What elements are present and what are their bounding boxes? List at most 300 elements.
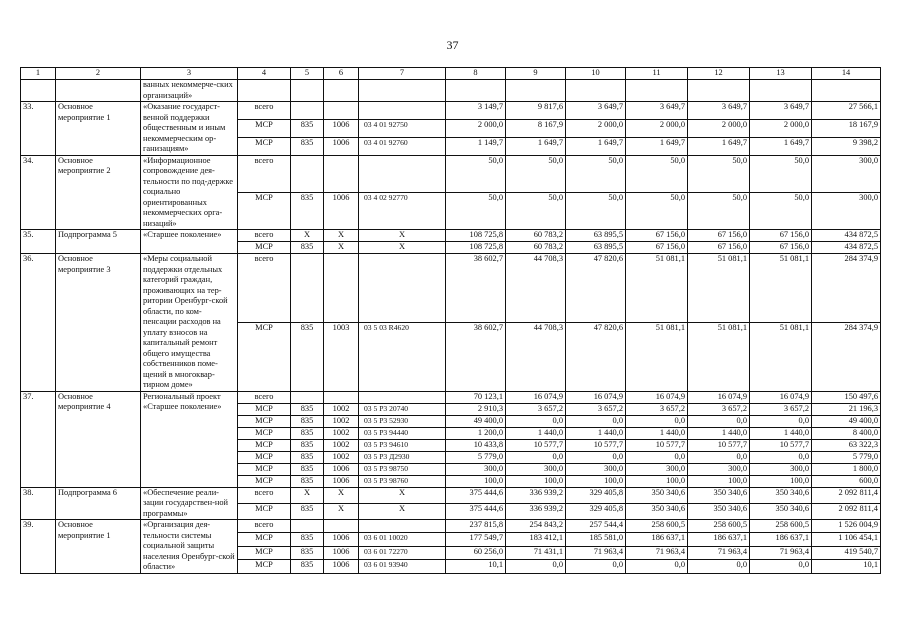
year-value: 2 000,0 (688, 119, 750, 137)
funding-source: МСР (238, 463, 291, 475)
year-value: 0,0 (688, 451, 750, 463)
section-code: 1006 (324, 192, 359, 229)
year-value: 350 340,6 (750, 487, 812, 503)
year-value: 100,0 (688, 475, 750, 487)
item-number: 35. (21, 230, 56, 254)
column-header: 6 (324, 68, 359, 80)
year-value: 300,0 (688, 463, 750, 475)
year-value: 100,0 (626, 475, 688, 487)
grbs-code: X (291, 487, 324, 503)
section-code: X (324, 487, 359, 503)
year-value: 375 444,6 (446, 503, 506, 519)
total-value: 2 092 811,4 (812, 503, 881, 519)
funding-source: всего (238, 520, 291, 533)
funding-source: МСР (238, 427, 291, 439)
funding-source: МСР (238, 560, 291, 573)
total-value: 8 400,0 (812, 427, 881, 439)
item-number: 38. (21, 487, 56, 520)
section-code: 1006 (324, 533, 359, 546)
item-description: «Оказание государст-венной поддержки общественным и иным некоммерческим ор-ганизациям» (141, 102, 238, 156)
year-value: 257 544,4 (566, 520, 626, 533)
year-value: 51 081,1 (688, 322, 750, 391)
total-value: 1 800,0 (812, 463, 881, 475)
target-article-code (359, 520, 446, 533)
total-value: 9 398,2 (812, 137, 881, 155)
year-value: 2 910,3 (446, 403, 506, 415)
year-value: 0,0 (566, 451, 626, 463)
total-value: 2 092 811,4 (812, 487, 881, 503)
year-value: 47 820,6 (566, 254, 626, 323)
item-name: Подпрограмма 5 (56, 230, 141, 254)
total-value: 150 497,6 (812, 391, 881, 403)
item-name: Основное мероприятие 1 (56, 520, 141, 574)
funding-source: МСР (238, 119, 291, 137)
total-value: 434 872,5 (812, 242, 881, 254)
table-row (21, 155, 881, 192)
grbs-code (291, 155, 324, 192)
item-name: Основное мероприятие 1 (56, 102, 141, 156)
year-value: 50,0 (566, 192, 626, 229)
section-code (324, 254, 359, 323)
total-value: 5 779,0 (812, 451, 881, 463)
year-value: 50,0 (446, 192, 506, 229)
target-article-code: 03 6 01 93940 (359, 560, 446, 573)
total-value: 600,0 (812, 475, 881, 487)
year-value: 44 708,3 (506, 254, 566, 323)
year-value: 258 600,5 (626, 520, 688, 533)
year-value: 16 074,9 (626, 391, 688, 403)
year-value: 0,0 (626, 415, 688, 427)
column-header: 1 (21, 68, 56, 80)
item-number: 33. (21, 102, 56, 156)
table-header (21, 68, 881, 80)
funding-source: МСР (238, 415, 291, 427)
year-value: 50,0 (750, 192, 812, 229)
funding-source: МСР (238, 503, 291, 519)
year-value: 100,0 (750, 475, 812, 487)
year-value: 108 725,8 (446, 230, 506, 242)
funding-source: МСР (238, 533, 291, 546)
year-value: 70 123,1 (446, 391, 506, 403)
year-value: 0,0 (626, 560, 688, 573)
item-name: Основное мероприятие 3 (56, 254, 141, 392)
year-value: 350 340,6 (626, 503, 688, 519)
year-value: 50,0 (446, 155, 506, 192)
grbs-code: 835 (291, 439, 324, 451)
grbs-code: 835 (291, 427, 324, 439)
funding-source: всего (238, 155, 291, 192)
year-value: 1 200,0 (446, 427, 506, 439)
target-article-code: 03 4 01 92760 (359, 137, 446, 155)
year-value: 0,0 (750, 560, 812, 573)
section-code: 1002 (324, 439, 359, 451)
grbs-code: 835 (291, 546, 324, 559)
funding-source: МСР (238, 439, 291, 451)
total-value: 10,1 (812, 560, 881, 573)
year-value: 0,0 (626, 451, 688, 463)
table-body (21, 80, 881, 574)
item-description: «Меры социальной поддержки отдельных категорий граждан, проживающих на тер-ритории Оренбург-ской области, по ком-пенсации расходов на уплату взносов на капитальный ремонт общего имущества собственников поме-щений в многоквар-тирном доме» (141, 254, 238, 392)
year-value: 100,0 (446, 475, 506, 487)
section-code (324, 520, 359, 533)
year-value: 1 649,7 (626, 137, 688, 155)
item-description: «Информационное сопровождение дея-тельности по под-держке социально ориентированных некоммерческих орга-низаций» (141, 155, 238, 230)
year-value: 1 649,7 (566, 137, 626, 155)
item-name: Подпрограмма 6 (56, 487, 141, 520)
year-value: 0,0 (566, 415, 626, 427)
grbs-code: 835 (291, 415, 324, 427)
year-value: 375 444,6 (446, 487, 506, 503)
column-header: 2 (56, 68, 141, 80)
section-code: 1003 (324, 322, 359, 391)
year-value: 67 156,0 (688, 230, 750, 242)
year-value: 60 256,0 (446, 546, 506, 559)
total-value: 300,0 (812, 155, 881, 192)
funding-source: МСР (238, 322, 291, 391)
item-name: Основное мероприятие 4 (56, 391, 141, 487)
section-code: 1006 (324, 546, 359, 559)
year-value: 1 440,0 (688, 427, 750, 439)
grbs-code (291, 520, 324, 533)
year-value: 336 939,2 (506, 503, 566, 519)
year-value: 254 843,2 (506, 520, 566, 533)
year-value: 38 602,7 (446, 254, 506, 323)
year-value: 186 637,1 (626, 533, 688, 546)
target-article-code: 03 5 P3 94610 (359, 439, 446, 451)
year-value: 47 820,6 (566, 322, 626, 391)
year-value: 3 657,2 (750, 403, 812, 415)
year-value: 3 657,2 (566, 403, 626, 415)
page-number: 37 (446, 38, 459, 52)
table-row (21, 230, 881, 242)
table-row (21, 254, 881, 323)
grbs-code: 835 (291, 560, 324, 573)
section-code: 1002 (324, 403, 359, 415)
table-row (21, 391, 881, 403)
year-value: 10 433,8 (446, 439, 506, 451)
item-number: 34. (21, 155, 56, 230)
table-row (21, 487, 881, 503)
year-value: 300,0 (626, 463, 688, 475)
target-article-code: 03 5 P3 52930 (359, 415, 446, 427)
section-code (324, 391, 359, 403)
section-code: 1002 (324, 415, 359, 427)
year-value: 67 156,0 (750, 230, 812, 242)
year-value: 0,0 (750, 451, 812, 463)
grbs-code: 835 (291, 475, 324, 487)
year-value: 258 600,5 (750, 520, 812, 533)
year-value: 2 000,0 (446, 119, 506, 137)
column-header: 5 (291, 68, 324, 80)
year-value: 16 074,9 (506, 391, 566, 403)
year-value: 1 440,0 (566, 427, 626, 439)
year-value: 300,0 (446, 463, 506, 475)
year-value: 183 412,1 (506, 533, 566, 546)
column-header: 7 (359, 68, 446, 80)
funding-source: МСР (238, 475, 291, 487)
funding-source: МСР (238, 137, 291, 155)
table-row (21, 520, 881, 533)
budget-table (20, 67, 881, 574)
total-value: 27 566,1 (812, 102, 881, 120)
year-value: 50,0 (688, 155, 750, 192)
year-value: 2 000,0 (566, 119, 626, 137)
target-article-code: X (359, 242, 446, 254)
year-value: 60 783,2 (506, 230, 566, 242)
year-value: 49 400,0 (446, 415, 506, 427)
year-value: 108 725,8 (446, 242, 506, 254)
funding-source: всего (238, 391, 291, 403)
grbs-code: 835 (291, 451, 324, 463)
year-value: 3 649,7 (566, 102, 626, 120)
year-value: 10 577,7 (626, 439, 688, 451)
target-article-code: X (359, 230, 446, 242)
column-header: 4 (238, 68, 291, 80)
year-value: 2 000,0 (626, 119, 688, 137)
column-header: 3 (141, 68, 238, 80)
year-value: 10 577,7 (750, 439, 812, 451)
year-value: 51 081,1 (750, 322, 812, 391)
year-value: 50,0 (626, 155, 688, 192)
item-description: «Обеспечение реали-зации государствен-ной программы» (141, 487, 238, 520)
funding-source: всего (238, 230, 291, 242)
target-article-code: 03 5 03 R4620 (359, 322, 446, 391)
grbs-code: 835 (291, 403, 324, 415)
item-description: Региональный проект «Старшее поколение» (141, 391, 238, 487)
year-value: 10 577,7 (506, 439, 566, 451)
year-value: 67 156,0 (626, 242, 688, 254)
year-value: 10 577,7 (566, 439, 626, 451)
total-value: 434 872,5 (812, 230, 881, 242)
item-number: 37. (21, 391, 56, 487)
year-value: 1 649,7 (506, 137, 566, 155)
year-value: 50,0 (566, 155, 626, 192)
funding-source: МСР (238, 242, 291, 254)
year-value: 50,0 (750, 155, 812, 192)
year-value: 0,0 (506, 415, 566, 427)
item-description: «Старшее поколение» (141, 230, 238, 254)
target-article-code: 03 4 02 92770 (359, 192, 446, 229)
section-code: X (324, 242, 359, 254)
year-value: 51 081,1 (626, 322, 688, 391)
year-value: 50,0 (506, 155, 566, 192)
year-value: 16 074,9 (566, 391, 626, 403)
column-header: 8 (446, 68, 506, 80)
section-code: 1002 (324, 451, 359, 463)
year-value: 3 649,7 (688, 102, 750, 120)
target-article-code: X (359, 503, 446, 519)
year-value: 1 440,0 (750, 427, 812, 439)
year-value: 2 000,0 (750, 119, 812, 137)
section-code: 1006 (324, 119, 359, 137)
column-header: 14 (812, 68, 881, 80)
year-value: 1 149,7 (446, 137, 506, 155)
column-header: 10 (566, 68, 626, 80)
year-value: 63 895,5 (566, 242, 626, 254)
year-value: 50,0 (506, 192, 566, 229)
year-value: 3 649,7 (750, 102, 812, 120)
year-value: 51 081,1 (626, 254, 688, 323)
year-value: 67 156,0 (688, 242, 750, 254)
year-value: 16 074,9 (750, 391, 812, 403)
year-value: 0,0 (566, 560, 626, 573)
year-value: 300,0 (506, 463, 566, 475)
funding-source: МСР (238, 546, 291, 559)
section-code: X (324, 503, 359, 519)
year-value: 300,0 (750, 463, 812, 475)
item-number: 36. (21, 254, 56, 392)
year-value: 50,0 (688, 192, 750, 229)
year-value: 329 405,8 (566, 487, 626, 503)
total-value: 1 106 454,1 (812, 533, 881, 546)
section-code (324, 102, 359, 120)
year-value: 67 156,0 (626, 230, 688, 242)
target-article-code (359, 254, 446, 323)
column-header: 9 (506, 68, 566, 80)
target-article-code: 03 5 P3 20740 (359, 403, 446, 415)
total-value: 419 540,7 (812, 546, 881, 559)
target-article-code: 03 4 01 92750 (359, 119, 446, 137)
grbs-code: 835 (291, 242, 324, 254)
year-value: 3 657,2 (506, 403, 566, 415)
year-value: 1 440,0 (506, 427, 566, 439)
section-code: 1006 (324, 560, 359, 573)
year-value: 10,1 (446, 560, 506, 573)
item-number: 39. (21, 520, 56, 574)
year-value: 71 963,4 (688, 546, 750, 559)
year-value: 329 405,8 (566, 503, 626, 519)
funding-source: МСР (238, 403, 291, 415)
grbs-code (291, 102, 324, 120)
year-value: 3 657,2 (626, 403, 688, 415)
year-value: 350 340,6 (688, 487, 750, 503)
year-value: 3 657,2 (688, 403, 750, 415)
column-header: 12 (688, 68, 750, 80)
target-article-code: 03 5 P3 Д2930 (359, 451, 446, 463)
target-article-code: 03 5 P3 94440 (359, 427, 446, 439)
year-value: 100,0 (566, 475, 626, 487)
year-value: 63 895,5 (566, 230, 626, 242)
year-value: 100,0 (506, 475, 566, 487)
year-value: 336 939,2 (506, 487, 566, 503)
grbs-code: 835 (291, 137, 324, 155)
year-value: 1 649,7 (688, 137, 750, 155)
grbs-code: 835 (291, 533, 324, 546)
year-value: 71 963,4 (750, 546, 812, 559)
year-value: 186 637,1 (750, 533, 812, 546)
year-value: 60 783,2 (506, 242, 566, 254)
year-value: 350 340,6 (750, 503, 812, 519)
year-value: 71 963,4 (626, 546, 688, 559)
section-code: 1006 (324, 475, 359, 487)
year-value: 258 600,5 (688, 520, 750, 533)
grbs-code: 835 (291, 322, 324, 391)
item-description: «Организация дея-тельности системы социальной защиты населения Оренбург-ской области» (141, 520, 238, 574)
year-value: 300,0 (566, 463, 626, 475)
year-value: 185 581,0 (566, 533, 626, 546)
funding-source: всего (238, 254, 291, 323)
target-article-code (359, 391, 446, 403)
year-value: 0,0 (688, 560, 750, 573)
target-article-code (359, 155, 446, 192)
funding-source: всего (238, 102, 291, 120)
target-article-code: 03 6 01 10020 (359, 533, 446, 546)
year-value: 0,0 (688, 415, 750, 427)
year-value: 350 340,6 (626, 487, 688, 503)
year-value: 51 081,1 (750, 254, 812, 323)
year-value: 1 440,0 (626, 427, 688, 439)
table-row (21, 102, 881, 120)
year-value: 71 431,1 (506, 546, 566, 559)
year-value: 350 340,6 (688, 503, 750, 519)
total-value: 284 374,9 (812, 254, 881, 323)
grbs-code: 835 (291, 119, 324, 137)
item-name: Основное мероприятие 2 (56, 155, 141, 230)
year-value: 16 074,9 (688, 391, 750, 403)
total-value: 1 526 004,9 (812, 520, 881, 533)
year-value: 38 602,7 (446, 322, 506, 391)
continuation-text: ванных некоммерче-ских организаций» (141, 80, 238, 102)
year-value: 177 549,7 (446, 533, 506, 546)
year-value: 71 963,4 (566, 546, 626, 559)
year-value: 3 649,7 (626, 102, 688, 120)
year-value: 10 577,7 (688, 439, 750, 451)
total-value: 300,0 (812, 192, 881, 229)
section-code (324, 155, 359, 192)
year-value: 237 815,8 (446, 520, 506, 533)
year-value: 51 081,1 (688, 254, 750, 323)
section-code: 1006 (324, 463, 359, 475)
funding-source: МСР (238, 192, 291, 229)
year-value: 0,0 (506, 560, 566, 573)
funding-source: МСР (238, 451, 291, 463)
continuation-row (21, 80, 881, 102)
total-value: 49 400,0 (812, 415, 881, 427)
year-value: 67 156,0 (750, 242, 812, 254)
total-value: 284 374,9 (812, 322, 881, 391)
target-article-code (359, 102, 446, 120)
target-article-code: 03 5 P3 98750 (359, 463, 446, 475)
year-value: 0,0 (506, 451, 566, 463)
grbs-code: X (291, 230, 324, 242)
grbs-code (291, 254, 324, 323)
year-value: 44 708,3 (506, 322, 566, 391)
year-value: 9 817,6 (506, 102, 566, 120)
year-value: 50,0 (626, 192, 688, 229)
section-code: 1006 (324, 137, 359, 155)
section-code: X (324, 230, 359, 242)
column-header: 11 (626, 68, 688, 80)
target-article-code: X (359, 487, 446, 503)
year-value: 1 649,7 (750, 137, 812, 155)
year-value: 5 779,0 (446, 451, 506, 463)
funding-source: всего (238, 487, 291, 503)
year-value: 0,0 (750, 415, 812, 427)
section-code: 1002 (324, 427, 359, 439)
grbs-code (291, 391, 324, 403)
target-article-code: 03 6 01 72270 (359, 546, 446, 559)
total-value: 18 167,9 (812, 119, 881, 137)
column-header: 13 (750, 68, 812, 80)
year-value: 3 149,7 (446, 102, 506, 120)
grbs-code: 835 (291, 463, 324, 475)
total-value: 21 196,3 (812, 403, 881, 415)
grbs-code: 835 (291, 192, 324, 229)
grbs-code: 835 (291, 503, 324, 519)
total-value: 63 322,3 (812, 439, 881, 451)
target-article-code: 03 5 P3 98760 (359, 475, 446, 487)
year-value: 8 167,9 (506, 119, 566, 137)
